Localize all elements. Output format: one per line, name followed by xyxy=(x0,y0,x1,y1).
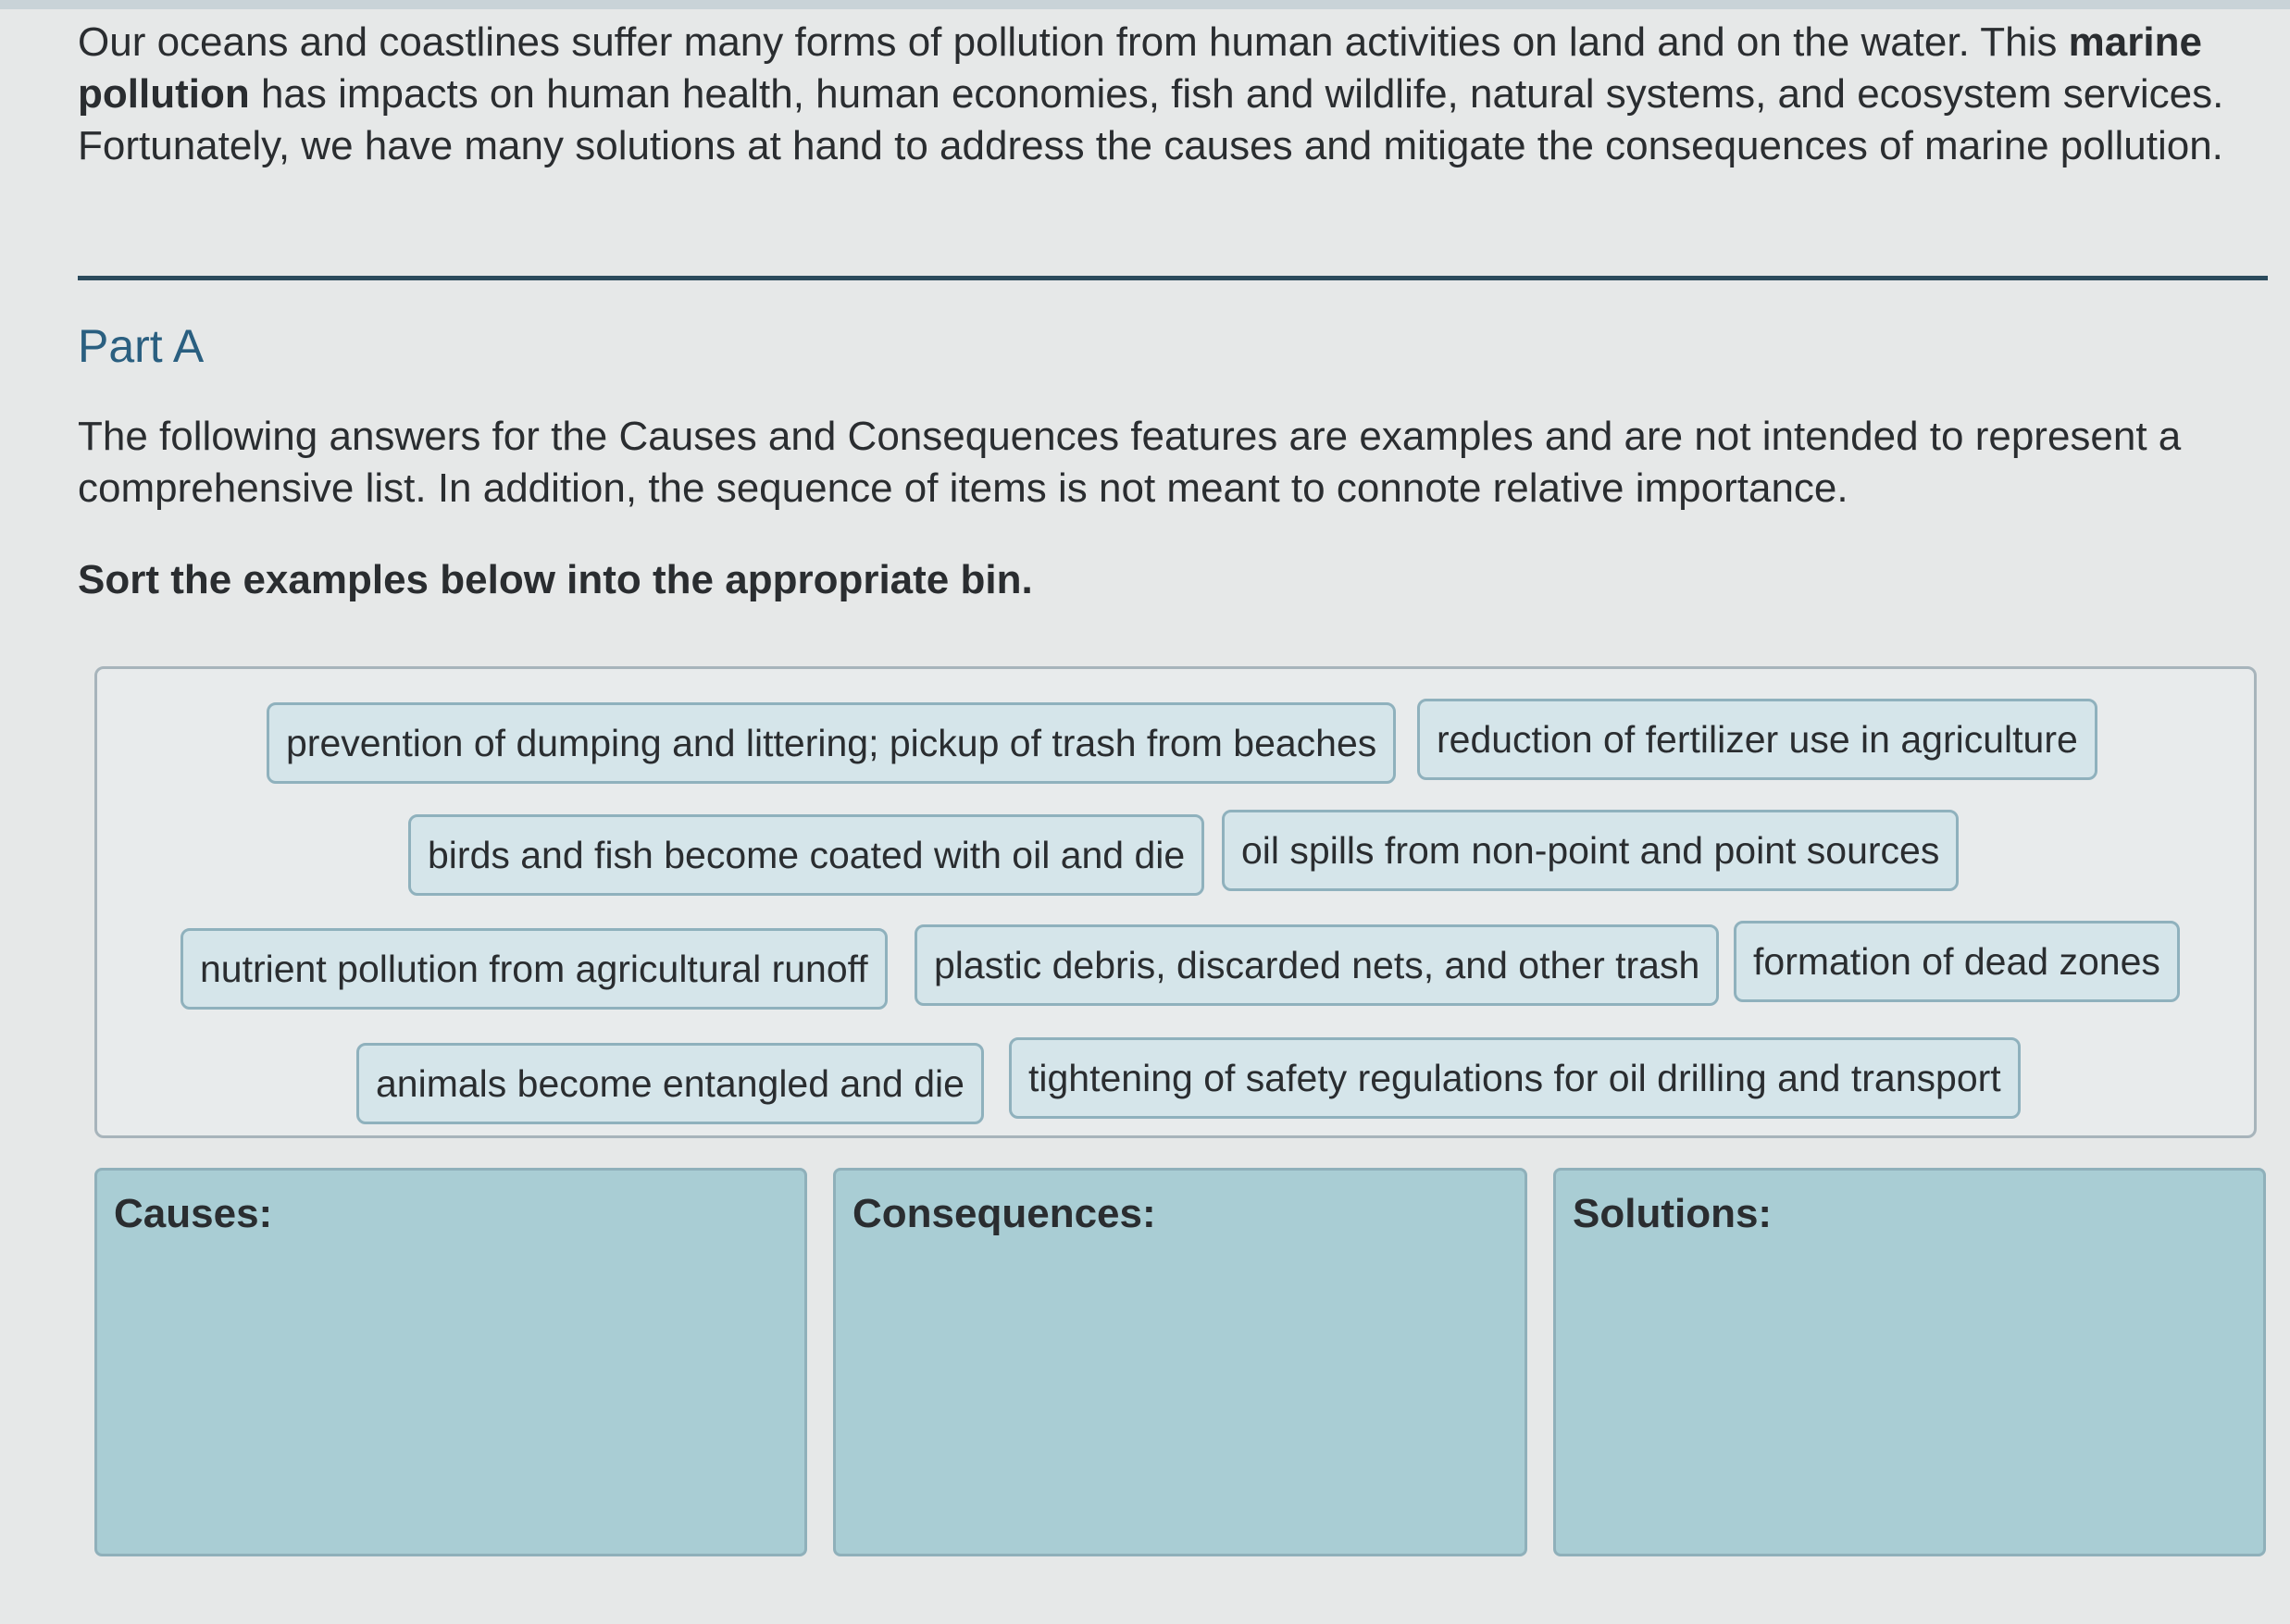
drag-item[interactable]: animals become entangled and die xyxy=(356,1043,984,1124)
consequences-bin-label: Consequences: xyxy=(853,1191,1156,1236)
drag-item[interactable]: tightening of safety regulations for oil drilling and transport xyxy=(1009,1037,2021,1119)
causes-bin[interactable] xyxy=(94,1168,807,1556)
top-edge xyxy=(0,0,2290,9)
drag-item[interactable]: nutrient pollution from agricultural runoff xyxy=(180,928,888,1010)
causes-bin-label: Causes: xyxy=(114,1191,273,1236)
drag-item[interactable]: reduction of fertilizer use in agriculture xyxy=(1417,699,2097,780)
consequences-bin[interactable] xyxy=(833,1168,1527,1556)
section-divider xyxy=(78,276,2268,280)
intro-text-1: Our oceans and coastlines suffer many forms of pollution from human activities on land and on the water. This xyxy=(78,19,2069,65)
intro-paragraph xyxy=(78,17,2262,172)
intro-bold-term: marine pollution xyxy=(78,19,2202,117)
instructions: The following answers for the Causes and Consequences features are examples and are not intended to represent a comprehensive list. In addition, the sequence of items is not meant to connote relative importance. xyxy=(78,414,2182,511)
solutions-bin-label: Solutions: xyxy=(1573,1191,1773,1236)
intro-text-2: has impacts on human health, human economies, fish and wildlife, natural systems, and ecosystem services. Fortunately, we have many solutions at hand to address the causes and mitigate the consequences of marine pollution. xyxy=(78,71,2224,168)
answer-pool[interactable] xyxy=(94,666,2257,1138)
drag-item[interactable]: formation of dead zones xyxy=(1734,921,2180,1002)
part-title: Part A xyxy=(78,320,205,372)
drag-item[interactable]: birds and fish become coated with oil and die xyxy=(408,814,1204,896)
drag-item[interactable]: prevention of dumping and littering; pickup of trash from beaches xyxy=(267,702,1396,784)
drag-item[interactable]: plastic debris, discarded nets, and other trash xyxy=(915,924,1719,1006)
sort-prompt: Sort the examples below into the appropriate bin. xyxy=(78,557,1033,602)
drag-item[interactable]: oil spills from non-point and point sources xyxy=(1222,810,1959,891)
solutions-bin[interactable] xyxy=(1553,1168,2266,1556)
